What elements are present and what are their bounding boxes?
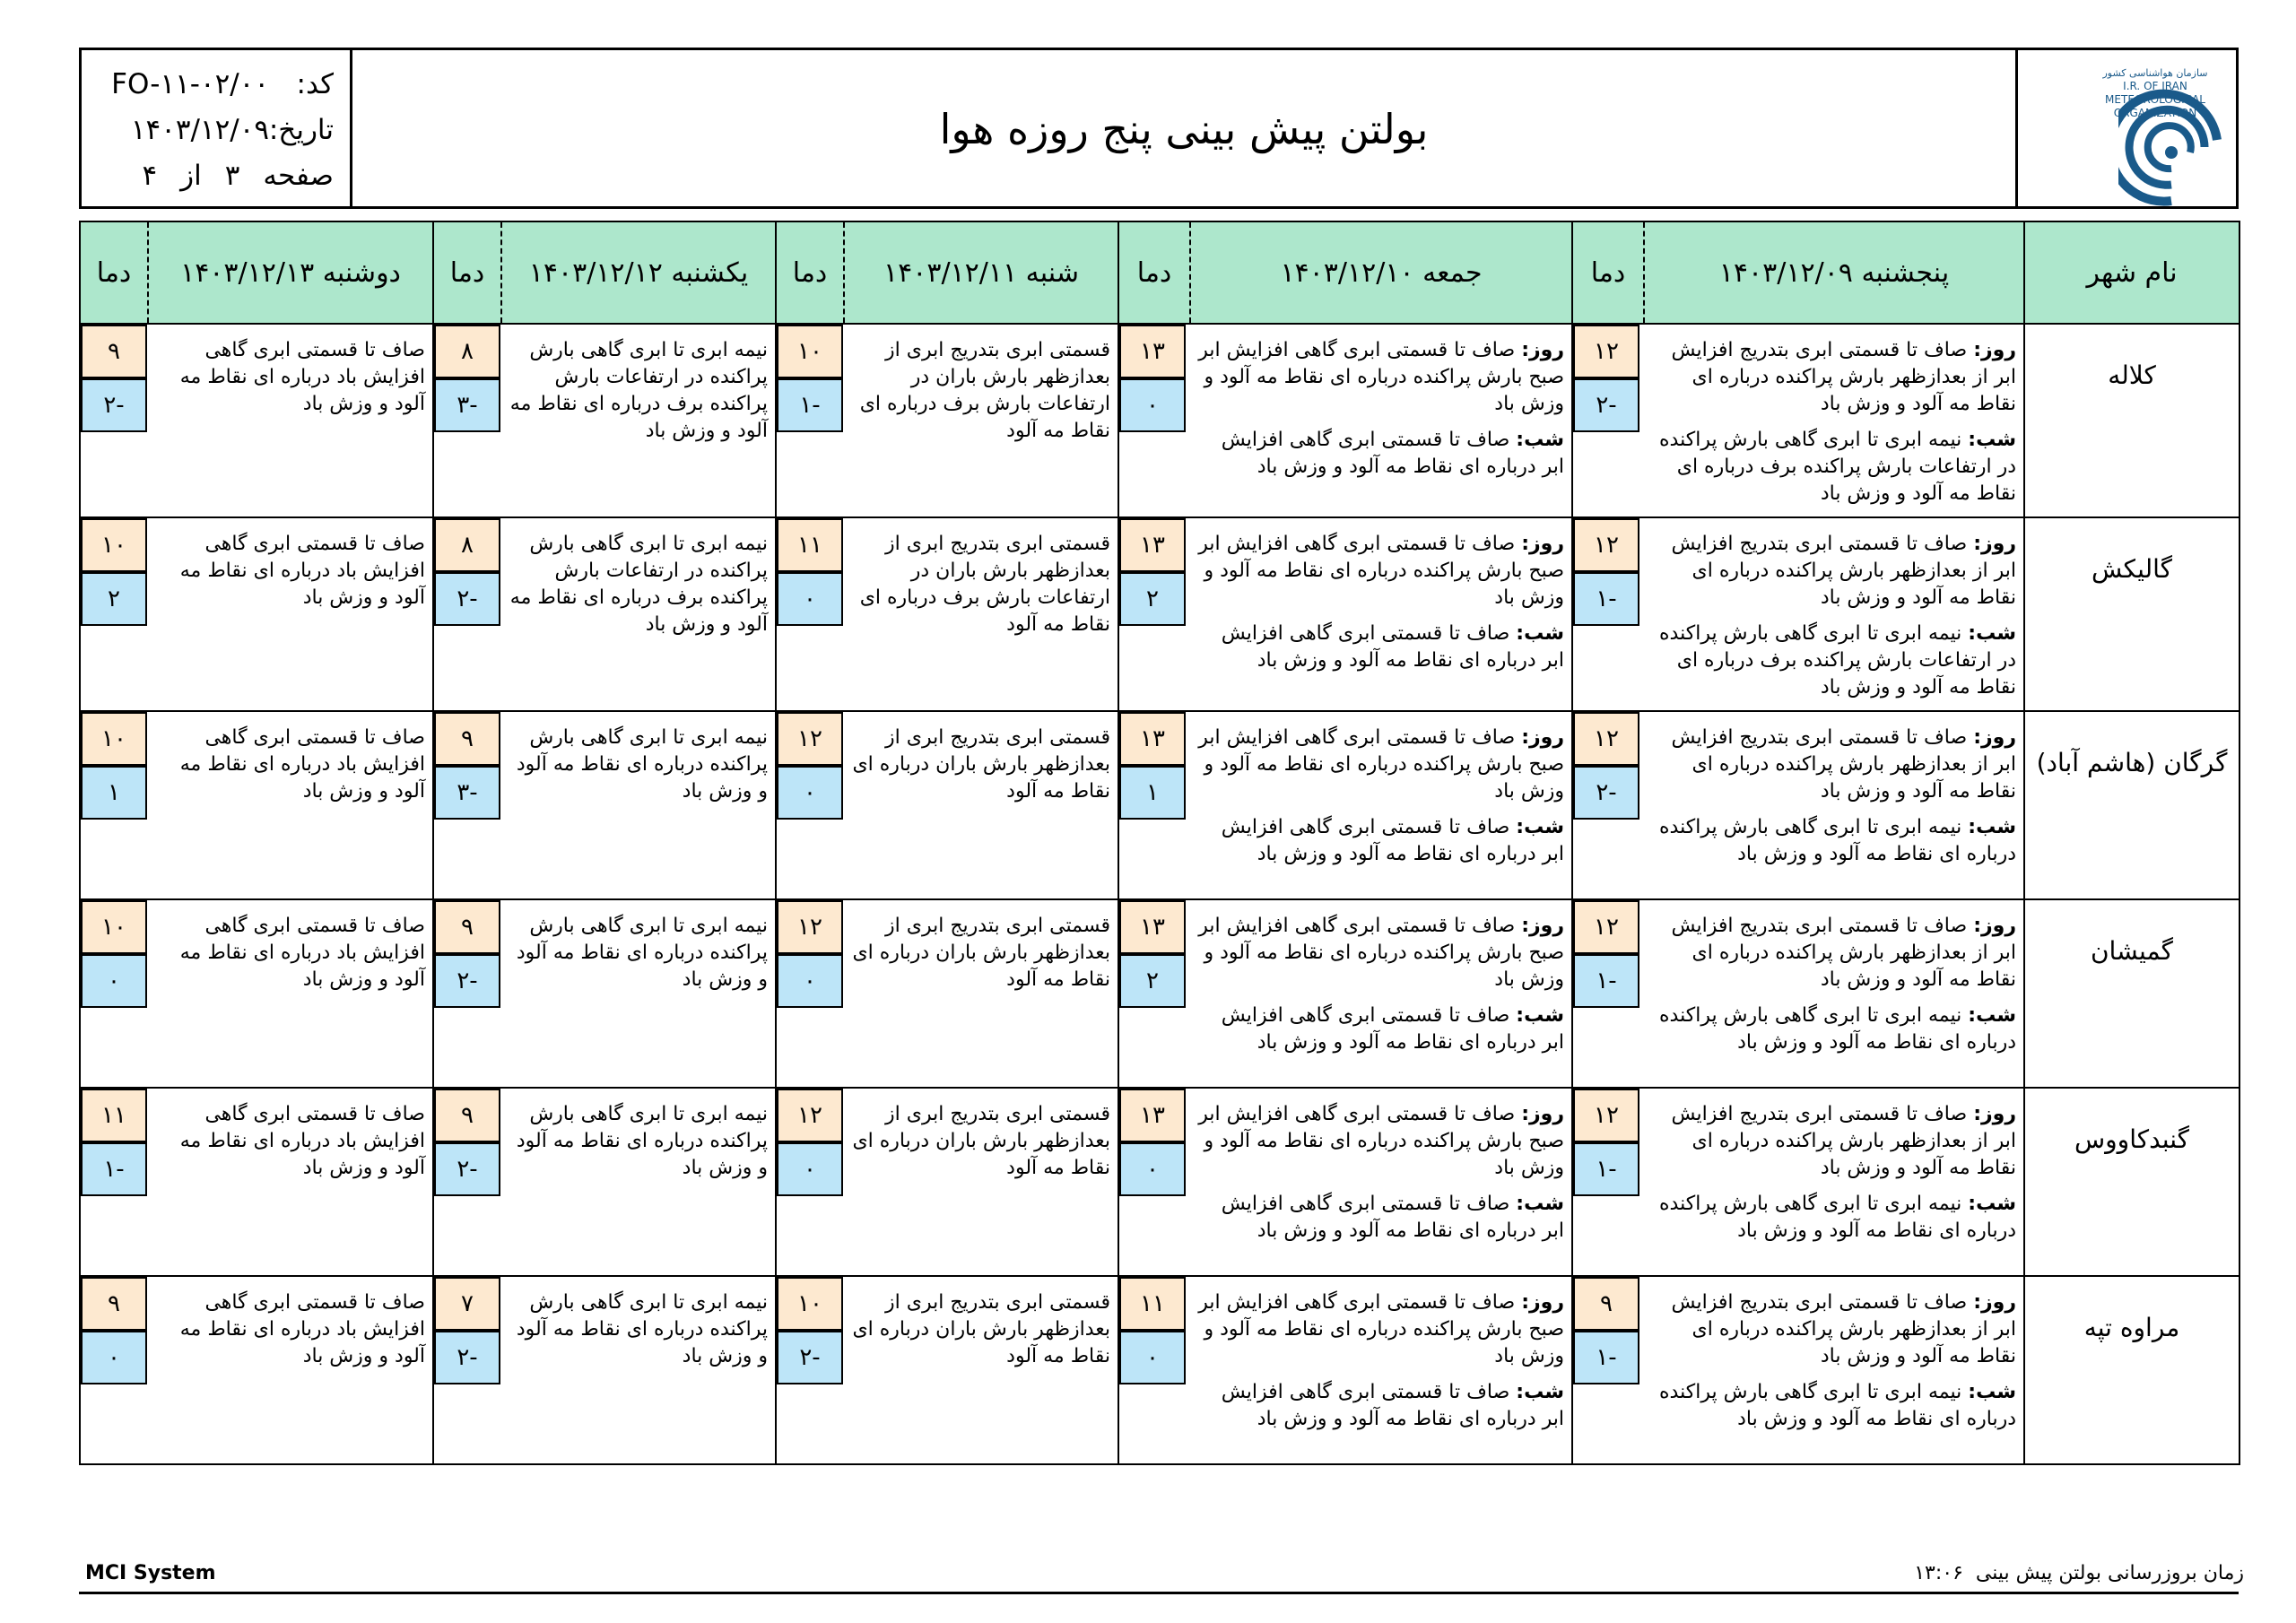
forecast-description <box>501 324 776 517</box>
night-label: شب: <box>1516 816 1564 838</box>
organization-logo <box>2015 50 2236 206</box>
max-temperature: ۱۲ <box>777 712 843 766</box>
min-temperature: -۲ <box>777 1331 843 1384</box>
forecast-description <box>501 711 776 899</box>
night-text: نیمه ابری تا ابری گاهی بارش پراکنده درباره ای نقاط مه آلود و وزش باد <box>1659 1381 2016 1430</box>
min-temperature: -۱ <box>777 378 843 432</box>
temperature-cell <box>433 1276 501 1464</box>
max-temperature: ۱۲ <box>777 900 843 954</box>
min-temperature: -۳ <box>434 766 500 820</box>
table-row <box>80 517 2239 711</box>
night-text: نیمه ابری تا ابری گاهی بارش پراکنده درباره ای نقاط مه آلود و وزش باد <box>1659 1004 2016 1054</box>
day-label: روز: <box>1973 915 2016 937</box>
forecast-description <box>1644 517 2024 711</box>
forecast-text: صاف تا قسمتی ابری گاهی افزایش باد درباره ای نقاط مه آلود و وزش باد <box>179 533 425 609</box>
day-label: روز: <box>1521 915 1564 937</box>
page-line <box>82 154 334 197</box>
footer-system-name: MCI System <box>85 1562 216 1584</box>
temperature-cell <box>1118 1088 1190 1276</box>
temp-column-header-1: دما <box>1118 221 1190 324</box>
forecast-text: نیمه ابری تا ابری گاهی بارش پراکنده درباره ای نقاط مه آلود و وزش باد <box>516 915 768 991</box>
table-row <box>80 711 2239 899</box>
max-temperature: ۱۰ <box>777 1277 843 1331</box>
forecast-description <box>1190 324 1572 517</box>
night-forecast <box>1651 1191 2016 1245</box>
max-temperature: ۱۳ <box>1119 900 1186 954</box>
min-temperature: -۱ <box>1573 1331 1639 1384</box>
day-forecast <box>1197 337 1564 418</box>
temperature-cell <box>776 899 844 1088</box>
night-label: شب: <box>1968 1381 2016 1403</box>
forecast-text: نیمه ابری تا ابری گاهی بارش پراکنده درباره ای نقاط مه آلود و وزش باد <box>516 1291 768 1367</box>
max-temperature: ۱۳ <box>1119 712 1186 766</box>
max-temperature: ۱۳ <box>1119 1089 1186 1142</box>
temp-column-header-4: دما <box>80 221 148 324</box>
forecast-text: صاف تا قسمتی ابری گاهی افزایش باد درباره ای نقاط مه آلود و وزش باد <box>179 1103 425 1179</box>
temperature-cell <box>1572 711 1644 899</box>
min-temperature: ۰ <box>777 766 843 820</box>
max-temperature: ۱۲ <box>1573 712 1639 766</box>
city-name: گالیکش <box>2024 517 2239 711</box>
forecast-description <box>1190 1276 1572 1464</box>
min-temperature: -۱ <box>1573 572 1639 626</box>
night-text: نیمه ابری تا ابری گاهی بارش پراکنده در ارتفاعات بارش پراکنده برف درباره ای نقاط مه آلود و وزش باد <box>1659 622 2016 699</box>
forecast-description <box>1190 517 1572 711</box>
forecast-description <box>844 711 1118 899</box>
forecast-text: نیمه ابری تا ابری گاهی بارش پراکنده در ارتفاعات بارش پراکنده برف درباره ای نقاط مه آلود و وزش باد <box>509 339 768 442</box>
day-label: روز: <box>1521 1291 1564 1314</box>
night-text: صاف تا قسمتی ابری گاهی افزایش ابر درباره ای نقاط مه آلود و وزش باد <box>1221 816 1564 865</box>
temperature-cell <box>1572 1276 1644 1464</box>
temperature-cell <box>776 517 844 711</box>
forecast-description <box>844 1276 1118 1464</box>
temperature-cell <box>80 711 148 899</box>
night-forecast <box>1197 621 1564 674</box>
forecast-description <box>1190 1088 1572 1276</box>
temperature-cell <box>433 711 501 899</box>
day-label: روز: <box>1973 726 2016 749</box>
day-forecast <box>1197 1289 1564 1370</box>
min-temperature: ۰ <box>777 954 843 1008</box>
temperature-cell <box>1572 517 1644 711</box>
min-temperature: -۲ <box>434 1142 500 1196</box>
night-forecast <box>1197 1379 1564 1433</box>
day-text: صاف تا قسمتی ابری بتدریج افزایش ابر از بعدازظهر بارش پراکنده درباره ای نقاط مه آلود و وزش باد <box>1671 726 2016 803</box>
day-text: صاف تا قسمتی ابری گاهی افزایش ابر صبح بارش پراکنده درباره ای نقاط مه آلود و وزش باد <box>1198 1103 1564 1179</box>
night-text: نیمه ابری تا ابری گاهی بارش پراکنده درباره ای نقاط مه آلود و وزش باد <box>1659 1193 2016 1242</box>
city-name: مراوه تپه <box>2024 1276 2239 1464</box>
min-temperature: ۲ <box>81 572 147 626</box>
table-row <box>80 1088 2239 1276</box>
day-label: روز: <box>1521 1103 1564 1125</box>
forecast-text: صاف تا قسمتی ابری گاهی افزایش باد درباره ای نقاط مه آلود و وزش باد <box>179 726 425 803</box>
forecast-text: نیمه ابری تا ابری گاهی بارش پراکنده درباره ای نقاط مه آلود و وزش باد <box>516 726 768 803</box>
page-of: از <box>180 160 202 192</box>
day-forecast <box>1197 913 1564 994</box>
night-label: شب: <box>1968 622 2016 645</box>
page-number: ۳ <box>224 160 240 192</box>
min-temperature: -۱ <box>1573 954 1639 1008</box>
night-text: صاف تا قسمتی ابری گاهی افزایش ابر درباره ای نقاط مه آلود و وزش باد <box>1221 622 1564 672</box>
code-label: کد: <box>296 68 334 100</box>
day-column-header-3: یکشنبه ۱۴۰۳/۱۲/۱۲ <box>501 221 776 324</box>
forecast-text: قسمتی ابری بتدریج ابری از بعدازظهر بارش باران درباره ای نقاط مه آلود <box>852 915 1110 991</box>
logo-text-line4: ORGANIZATION <box>2113 107 2197 119</box>
night-forecast <box>1197 1191 1564 1245</box>
min-temperature: -۲ <box>434 954 500 1008</box>
max-temperature: ۱۳ <box>1119 325 1186 378</box>
forecast-text: صاف تا قسمتی ابری گاهی افزایش باد درباره ای نقاط مه آلود و وزش باد <box>179 1291 425 1367</box>
max-temperature: ۹ <box>434 712 500 766</box>
temperature-cell <box>433 1088 501 1276</box>
night-label: شب: <box>1516 1004 1564 1027</box>
forecast-description <box>148 517 433 711</box>
day-text: صاف تا قسمتی ابری بتدریج افزایش ابر از بعدازظهر بارش پراکنده درباره ای نقاط مه آلود و وزش باد <box>1671 915 2016 991</box>
temp-column-header-2: دما <box>776 221 844 324</box>
day-label: روز: <box>1973 339 2016 361</box>
day-text: صاف تا قسمتی ابری گاهی افزایش ابر صبح بارش پراکنده درباره ای نقاط مه آلود و وزش باد <box>1198 726 1564 803</box>
day-text: صاف تا قسمتی ابری بتدریج افزایش ابر از بعدازظهر بارش پراکنده درباره ای نقاط مه آلود و وزش باد <box>1671 339 2016 415</box>
temperature-cell <box>1572 1088 1644 1276</box>
temperature-cell <box>776 1088 844 1276</box>
night-forecast <box>1651 814 2016 868</box>
temperature-cell <box>433 899 501 1088</box>
night-text: صاف تا قسمتی ابری گاهی افزایش ابر درباره ای نقاط مه آلود و وزش باد <box>1221 1381 1564 1430</box>
forecast-description <box>501 517 776 711</box>
city-name: کلاله <box>2024 324 2239 517</box>
min-temperature: -۱ <box>81 1142 147 1196</box>
max-temperature: ۱۲ <box>1573 325 1639 378</box>
forecast-description <box>148 899 433 1088</box>
day-text: صاف تا قسمتی ابری گاهی افزایش ابر صبح بارش پراکنده درباره ای نقاط مه آلود و وزش باد <box>1198 339 1564 415</box>
min-temperature: -۲ <box>1573 766 1639 820</box>
page-label: صفحه <box>263 160 334 192</box>
min-temperature: ۱ <box>1119 766 1186 820</box>
city-name: گرگان (هاشم آباد) <box>2024 711 2239 899</box>
forecast-description <box>1644 711 2024 899</box>
min-temperature: ۰ <box>1119 378 1186 432</box>
forecast-description <box>501 1088 776 1276</box>
city-column-header: نام شهر <box>2024 221 2239 324</box>
night-forecast <box>1651 621 2016 701</box>
spiral-logo-icon <box>2118 84 2224 210</box>
forecast-text: قسمتی ابری بتدریج ابری از بعدازظهر بارش باران درباره ای نقاط مه آلود <box>852 1103 1110 1179</box>
night-text: نیمه ابری تا ابری گاهی بارش پراکنده درباره ای نقاط مه آلود و وزش باد <box>1659 816 2016 865</box>
day-label: روز: <box>1521 533 1564 555</box>
night-label: شب: <box>1516 429 1564 451</box>
forecast-table <box>79 221 2240 1465</box>
night-text: صاف تا قسمتی ابری گاهی افزایش ابر درباره ای نقاط مه آلود و وزش باد <box>1221 1004 1564 1054</box>
code-line <box>82 63 334 106</box>
max-temperature: ۱۰ <box>81 518 147 572</box>
forecast-description <box>844 899 1118 1088</box>
day-text: صاف تا قسمتی ابری بتدریج افزایش ابر از بعدازظهر بارش پراکنده درباره ای نقاط مه آلود و وزش باد <box>1671 1103 2016 1179</box>
city-name: گنبدکاووس <box>2024 1088 2239 1276</box>
day-text: صاف تا قسمتی ابری بتدریج افزایش ابر از بعدازظهر بارش پراکنده درباره ای نقاط مه آلود و وزش باد <box>1671 1291 2016 1367</box>
footer-update-time <box>1914 1562 2244 1584</box>
min-temperature: -۲ <box>81 378 147 432</box>
max-temperature: ۱۱ <box>81 1089 147 1142</box>
max-temperature: ۱۲ <box>777 1089 843 1142</box>
temperature-cell <box>776 324 844 517</box>
forecast-description <box>1644 1088 2024 1276</box>
night-forecast <box>1651 1002 2016 1056</box>
night-label: شب: <box>1516 1381 1564 1403</box>
temperature-cell <box>776 711 844 899</box>
min-temperature: ۰ <box>1119 1142 1186 1196</box>
day-text: صاف تا قسمتی ابری گاهی افزایش ابر صبح بارش پراکنده درباره ای نقاط مه آلود و وزش باد <box>1198 533 1564 609</box>
day-forecast <box>1651 913 2016 994</box>
day-column-header-2: شنبه ۱۴۰۳/۱۲/۱۱ <box>844 221 1118 324</box>
date-label: تاریخ: <box>268 114 334 146</box>
forecast-description <box>844 517 1118 711</box>
temperature-cell <box>80 1088 148 1276</box>
min-temperature: -۲ <box>434 1331 500 1384</box>
max-temperature: ۱۲ <box>1573 1089 1639 1142</box>
bulletin-header <box>79 48 2239 209</box>
temperature-cell <box>433 324 501 517</box>
max-temperature: ۹ <box>81 325 147 378</box>
day-forecast <box>1651 725 2016 805</box>
temp-column-header-0: دما <box>1572 221 1644 324</box>
night-label: شب: <box>1516 622 1564 645</box>
min-temperature: -۲ <box>434 572 500 626</box>
temperature-cell <box>776 1276 844 1464</box>
temperature-cell <box>80 1276 148 1464</box>
min-temperature: ۰ <box>81 1331 147 1384</box>
document-info <box>82 50 352 206</box>
max-temperature: ۱۰ <box>777 325 843 378</box>
day-label: روز: <box>1521 726 1564 749</box>
logo-text-fa: سازمان هواشناسی کشور <box>2102 67 2208 79</box>
night-forecast <box>1197 1002 1564 1056</box>
min-temperature: ۰ <box>1119 1331 1186 1384</box>
forecast-description <box>148 324 433 517</box>
forecast-description <box>844 1088 1118 1276</box>
night-forecast <box>1651 427 2016 508</box>
forecast-text: صاف تا قسمتی ابری گاهی افزایش باد درباره ای نقاط مه آلود و وزش باد <box>179 915 425 991</box>
code-value: FO-۱۱-۰۲/۰۰ <box>111 68 269 100</box>
min-temperature: ۱ <box>81 766 147 820</box>
day-column-header-0: پنجشنبه ۱۴۰۳/۱۲/۰۹ <box>1644 221 2024 324</box>
min-temperature: -۳ <box>434 378 500 432</box>
min-temperature: ۲ <box>1119 954 1186 1008</box>
table-row <box>80 899 2239 1088</box>
footer-update-value: ۱۳:۰۶ <box>1914 1562 1963 1584</box>
max-temperature: ۹ <box>1573 1277 1639 1331</box>
max-temperature: ۹ <box>81 1277 147 1331</box>
max-temperature: ۱۱ <box>1119 1277 1186 1331</box>
max-temperature: ۸ <box>434 325 500 378</box>
date-line <box>82 108 334 152</box>
forecast-text: قسمتی ابری بتدریج ابری از بعدازظهر بارش باران در ارتفاعات بارش برف درباره ای نقاط مه آلود <box>859 533 1110 636</box>
forecast-description <box>148 711 433 899</box>
max-temperature: ۱۱ <box>777 518 843 572</box>
min-temperature: -۱ <box>1573 1142 1639 1196</box>
logo-text-line3: METEOROLOGICAL <box>2105 93 2205 106</box>
night-label: شب: <box>1516 1193 1564 1215</box>
date-value: ۱۴۰۳/۱۲/۰۹ <box>130 114 269 146</box>
night-label: شب: <box>1968 1193 2016 1215</box>
temperature-cell <box>1118 517 1190 711</box>
day-forecast <box>1651 337 2016 418</box>
max-temperature: ۱۰ <box>81 900 147 954</box>
day-label: روز: <box>1521 339 1564 361</box>
min-temperature: ۰ <box>81 954 147 1008</box>
forecast-description <box>148 1088 433 1276</box>
temperature-cell <box>1572 324 1644 517</box>
temperature-cell <box>1118 1276 1190 1464</box>
forecast-description <box>844 324 1118 517</box>
page-title: بولتن پیش بینی پنج روزه هوا <box>939 105 1429 153</box>
night-forecast <box>1197 814 1564 868</box>
temp-column-header-3: دما <box>433 221 501 324</box>
max-temperature: ۱۳ <box>1119 518 1186 572</box>
table-row <box>80 1276 2239 1464</box>
day-column-header-1: جمعه ۱۴۰۳/۱۲/۱۰ <box>1190 221 1572 324</box>
forecast-text: قسمتی ابری بتدریج ابری از بعدازظهر بارش باران درباره ای نقاط مه آلود <box>852 1291 1110 1367</box>
day-text: صاف تا قسمتی ابری بتدریج افزایش ابر از بعدازظهر بارش پراکنده درباره ای نقاط مه آلود و وزش باد <box>1671 533 2016 609</box>
temperature-cell <box>1572 899 1644 1088</box>
forecast-description <box>1644 899 2024 1088</box>
min-temperature: ۰ <box>777 572 843 626</box>
forecast-text: نیمه ابری تا ابری گاهی بارش پراکنده در ارتفاعات بارش پراکنده برف درباره ای نقاط مه آلود و وزش باد <box>509 533 768 636</box>
city-name: گمیشان <box>2024 899 2239 1088</box>
forecast-text: صاف تا قسمتی ابری گاهی افزایش باد درباره ای نقاط مه آلود و وزش باد <box>179 339 425 415</box>
logo-text-line2: I.R. OF IRAN <box>2123 80 2187 92</box>
temperature-cell <box>1118 899 1190 1088</box>
max-temperature: ۸ <box>434 518 500 572</box>
max-temperature: ۱۰ <box>81 712 147 766</box>
temperature-cell <box>1118 324 1190 517</box>
day-forecast <box>1651 1101 2016 1182</box>
max-temperature: ۷ <box>434 1277 500 1331</box>
forecast-description <box>501 1276 776 1464</box>
min-temperature: -۲ <box>1573 378 1639 432</box>
forecast-description <box>501 899 776 1088</box>
day-column-header-4: دوشنبه ۱۴۰۳/۱۲/۱۳ <box>148 221 433 324</box>
day-forecast <box>1197 1101 1564 1182</box>
footer-rule <box>79 1591 2239 1594</box>
forecast-text: قسمتی ابری بتدریج ابری از بعدازظهر بارش باران در ارتفاعات بارش برف درباره ای نقاط مه آلود <box>859 339 1110 442</box>
day-text: صاف تا قسمتی ابری گاهی افزایش ابر صبح بارش پراکنده درباره ای نقاط مه آلود و وزش باد <box>1198 1291 1564 1367</box>
max-temperature: ۹ <box>434 1089 500 1142</box>
page-total: ۴ <box>142 160 158 192</box>
min-temperature: ۰ <box>777 1142 843 1196</box>
night-forecast <box>1197 427 1564 481</box>
temperature-cell <box>80 517 148 711</box>
night-text: صاف تا قسمتی ابری گاهی افزایش ابر درباره ای نقاط مه آلود و وزش باد <box>1221 1193 1564 1242</box>
forecast-description <box>1644 1276 2024 1464</box>
night-label: شب: <box>1968 816 2016 838</box>
max-temperature: ۱۲ <box>1573 900 1639 954</box>
day-forecast <box>1197 725 1564 805</box>
forecast-text: نیمه ابری تا ابری گاهی بارش پراکنده درباره ای نقاط مه آلود و وزش باد <box>516 1103 768 1179</box>
day-forecast <box>1197 531 1564 612</box>
table-header-row <box>80 221 2239 324</box>
day-label: روز: <box>1973 533 2016 555</box>
day-label: روز: <box>1973 1103 2016 1125</box>
temperature-cell <box>80 324 148 517</box>
forecast-description <box>148 1276 433 1464</box>
night-label: شب: <box>1968 429 2016 451</box>
forecast-description <box>1190 899 1572 1088</box>
max-temperature: ۱۲ <box>1573 518 1639 572</box>
temperature-cell <box>1118 711 1190 899</box>
day-label: روز: <box>1973 1291 2016 1314</box>
table-row <box>80 324 2239 517</box>
forecast-description <box>1190 711 1572 899</box>
day-forecast <box>1651 531 2016 612</box>
night-text: صاف تا قسمتی ابری گاهی افزایش ابر درباره ای نقاط مه آلود و وزش باد <box>1221 429 1564 478</box>
day-text: صاف تا قسمتی ابری گاهی افزایش ابر صبح بارش پراکنده درباره ای نقاط مه آلود و وزش باد <box>1198 915 1564 991</box>
footer-update-label: زمان بروزرسانی بولتن پیش بینی <box>1975 1562 2244 1584</box>
temperature-cell <box>433 517 501 711</box>
forecast-description <box>1644 324 2024 517</box>
min-temperature: ۲ <box>1119 572 1186 626</box>
night-label: شب: <box>1968 1004 2016 1027</box>
temperature-cell <box>80 899 148 1088</box>
day-forecast <box>1651 1289 2016 1370</box>
max-temperature: ۹ <box>434 900 500 954</box>
night-forecast <box>1651 1379 2016 1433</box>
forecast-text: قسمتی ابری بتدریج ابری از بعدازظهر بارش باران درباره ای نقاط مه آلود <box>852 726 1110 803</box>
night-text: نیمه ابری تا ابری گاهی بارش پراکنده در ارتفاعات بارش پراکنده برف درباره ای نقاط مه آلود و وزش باد <box>1659 429 2016 505</box>
